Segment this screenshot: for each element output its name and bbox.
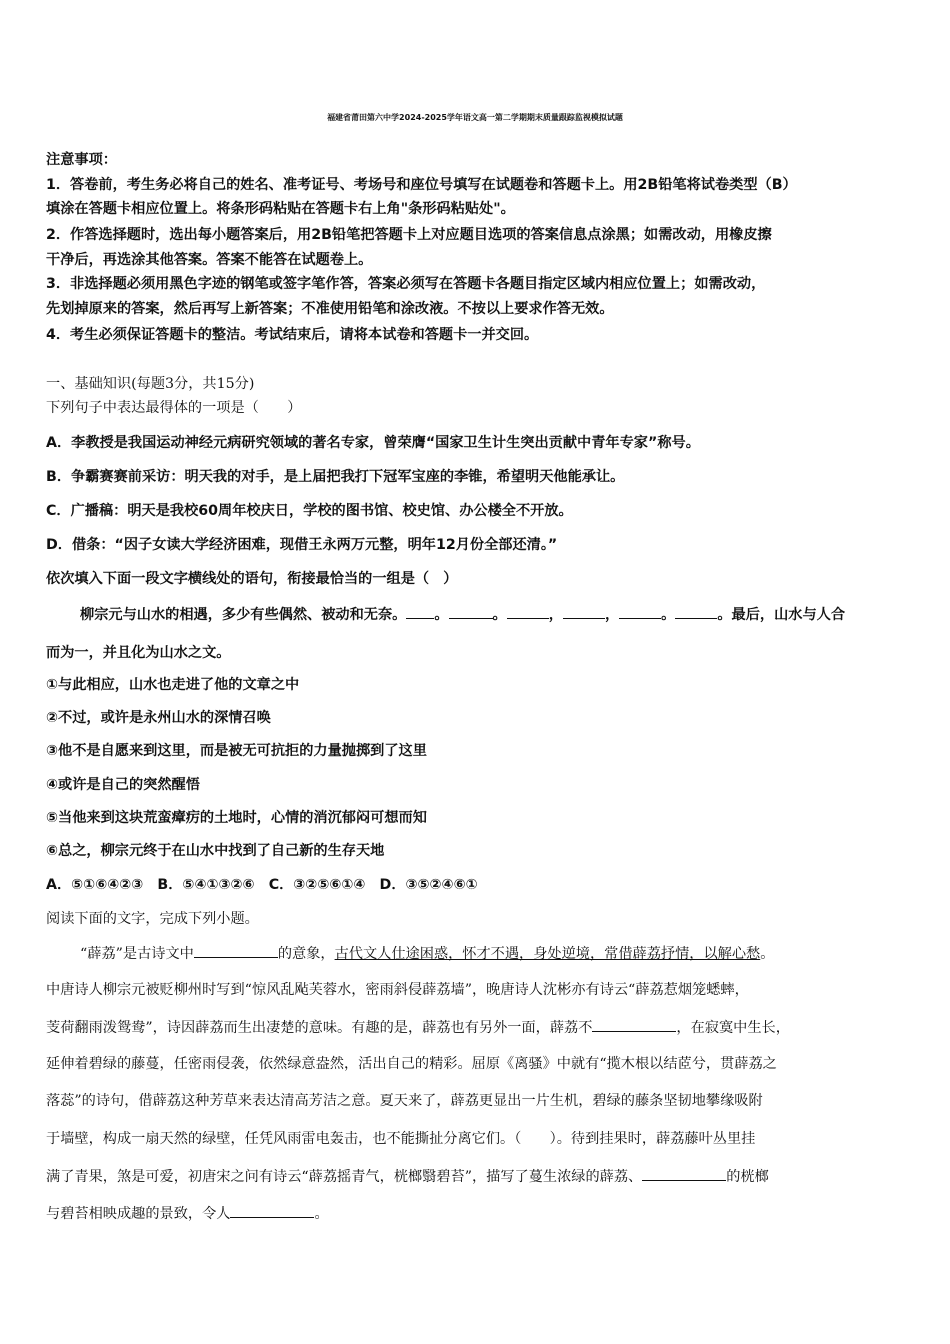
blank-line — [675, 604, 717, 619]
passage-text: 。最后，山水与人合 — [717, 607, 846, 623]
blank-line — [619, 604, 661, 619]
notice-line: 1．答卷前，考生务必将自己的姓名、准考证号、考场号和座位号填写在试题卷和答题卡上。用2B铅笔将试卷类型（B） — [46, 177, 797, 193]
question-stem: 下列句子中表达最得体的一项是（ ） — [46, 400, 302, 416]
notice-line: 先划掉原来的答案，然后再写上新答案；不准使用铅笔和涂改液。不按以上要求作答无效。 — [46, 301, 614, 317]
answer-options: A．⑤①⑥④②③ B．⑤④①③②⑥ C．③②⑤⑥①④ D．③⑤②④⑥① — [46, 877, 478, 893]
list-item: ⑥总之，柳宗元终于在山水中找到了自己新的生存天地 — [46, 843, 385, 859]
passage-line — [46, 1203, 329, 1224]
passage-text: 柳宗元与山水的相遇，多少有些偶然、被动和无奈。 — [80, 607, 407, 623]
reading-intro: 阅读下面的文字，完成下列小题。 — [46, 911, 259, 927]
blank-line — [194, 943, 278, 958]
option-a: A．李教授是我国运动神经元病研究领域的著名专家，曾荣膺“国家卫生计生突出贡献中青年专家”称号。 — [46, 435, 700, 451]
notice-heading: 注意事项： — [46, 152, 117, 168]
passage-text: 。 — [760, 946, 775, 962]
list-item: ①与此相应，山水也走进了他的文章之中 — [46, 677, 300, 693]
passage-text: 。 — [314, 1206, 329, 1222]
passage-line — [80, 943, 774, 964]
passage-text: 满了青果，煞是可爱，初唐宋之问有诗云“薜荔摇青气，桄榔翳碧苔”，描写了蔓生浓绿的薜荔、 — [46, 1169, 643, 1185]
notice-line: 填涂在答题卡相应位置上。将条形码粘贴在答题卡右上角"条形码粘贴处"。 — [46, 201, 515, 217]
passage-text: 与碧苔相映成趣的景致，令人 — [46, 1206, 231, 1222]
page-title: 福建省莆田第六中学2024-2025学年语文高一第二学期期末质量跟踪监视模拟试题 — [327, 113, 623, 122]
passage-line: 延伸着碧绿的藤蔓，任密雨侵袭，依然绿意盎然，活出自己的精彩。屈原《离骚》中就有“揽木根以结茝兮，贯薜荔之 — [46, 1056, 777, 1072]
option-b: B．争霸赛赛前采访：明天我的对手，是上届把我打下冠军宝座的李锥，希望明天他能承让。 — [46, 469, 625, 485]
passage-text: 的桄榔 — [726, 1169, 769, 1185]
passage-text: 芰荷翻雨泼鸳鸯”，诗因薜荔而生出凄楚的意味。有趣的是，薜荔也有另外一面，薜荔不 — [46, 1020, 593, 1036]
blank-line — [406, 604, 434, 619]
blank-line — [507, 604, 549, 619]
blank-line — [230, 1203, 314, 1218]
passage-line: 于墙壁，构成一扇天然的绿壁，任凭风雨雷电轰击，也不能撕扯分离它们。（ ）。待到挂果时，薜荔藤叶丛里挂 — [46, 1131, 756, 1147]
passage-text: “薜荔”是古诗文中 — [80, 946, 194, 962]
notice-line: 2．作答选择题时，选出每小题答案后，用2B铅笔把答题卡上对应题目选项的答案信息点涂黑；如需改动，用橡皮擦 — [46, 227, 772, 243]
option-d: D．借条：“因子女读大学经济困难，现借王永两万元整，明年12月份全部还清。” — [46, 537, 558, 553]
underlined-sentence: 古代文人仕途困惑，怀才不遇，身处逆境，常借薜荔抒情，以解心愁 — [334, 946, 761, 962]
blank-line — [642, 1166, 726, 1181]
passage-line — [46, 1017, 790, 1038]
option-c: C．广播稿：明天是我校60周年校庆日，学校的图书馆、校史馆、办公楼全不开放。 — [46, 503, 573, 519]
passage-line: 中唐诗人柳宗元被贬柳州时写到“惊风乱飐芙蓉水，密雨斜侵薜荔墙”，晚唐诗人沈彬亦有诗云“薜荔惹烟笼蟋蟀， — [46, 982, 749, 998]
question-stem: 依次填入下面一段文字横线处的语句，衔接最恰当的一组是（ ） — [46, 571, 458, 587]
list-item: ②不过，或许是永州山水的深情召唤 — [46, 710, 271, 726]
passage-text: 的意象， — [277, 946, 335, 962]
notice-line: 4．考生必须保证答题卡的整洁。考试结束后，请将本试卷和答题卡一并交回。 — [46, 327, 539, 343]
section-heading: 一、基础知识(每题3分，共15分) — [46, 376, 255, 392]
passage-line — [46, 1166, 769, 1187]
blank-line — [449, 604, 493, 619]
passage-line: 柳宗元与山水的相遇，多少有些偶然、被动和无奈。 。 。 ， ， 。 。最后，山水与人合 — [80, 604, 845, 625]
list-item: ⑤当他来到这块荒蛮瘴疠的土地时，心情的消沉郁闷可想而知 — [46, 810, 427, 826]
list-item: ③他不是自愿来到这里，而是被无可抗拒的力量抛掷到了这里 — [46, 743, 427, 759]
notice-line: 干净后，再选涂其他答案。答案不能答在试题卷上。 — [46, 252, 373, 268]
passage-text: ，在寂寞中生长， — [676, 1020, 790, 1036]
passage-line: 而为一，并且化为山水之文。 — [46, 645, 231, 661]
passage-line: 落蕊”的诗句，借薜荔这种芳草来表达清高芳洁之意。夏天来了，薜荔更显出一片生机，碧绿的藤条坚韧地攀缘吸附 — [46, 1093, 763, 1109]
blank-line — [592, 1017, 676, 1032]
notice-line: 3．非选择题必须用黑色字迹的钢笔或签字笔作答，答案必须写在答题卡各题目指定区域内相应位置上；如需改动， — [46, 276, 766, 292]
list-item: ④或许是自己的突然醒悟 — [46, 777, 200, 793]
blank-line — [563, 604, 605, 619]
